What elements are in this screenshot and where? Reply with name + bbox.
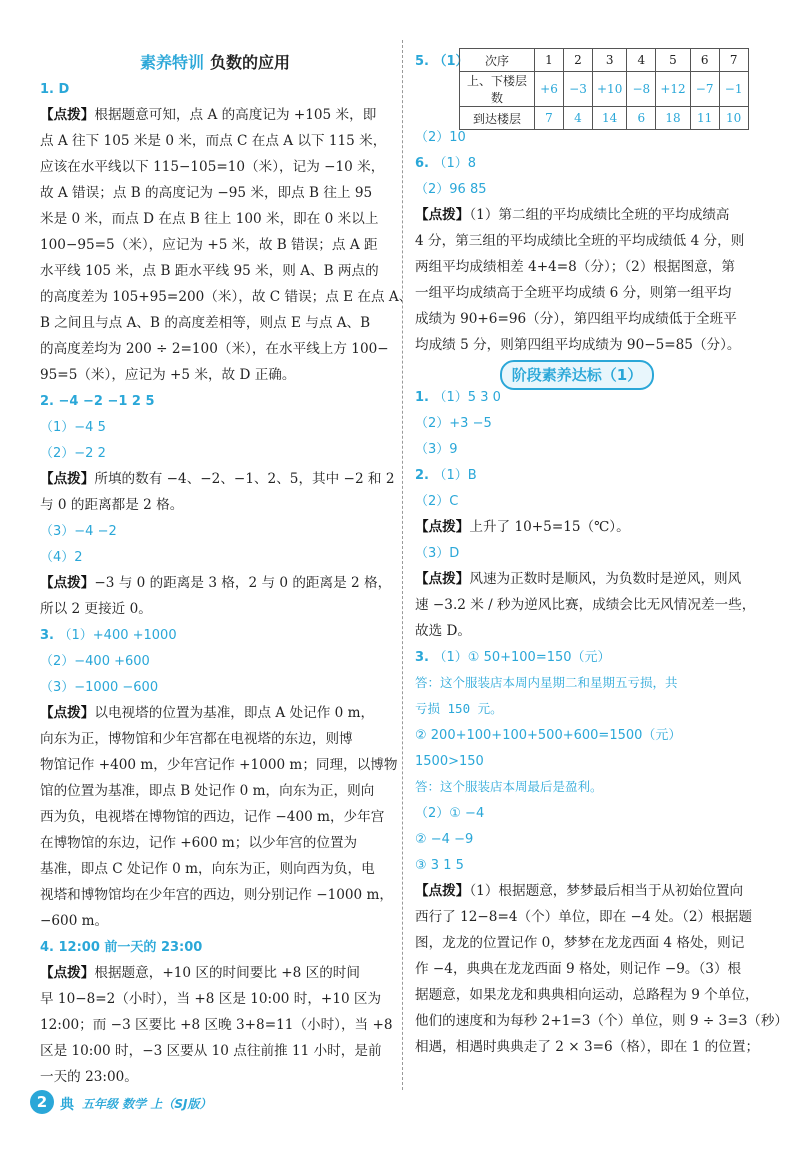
text-line — [415, 280, 731, 306]
text-span: 1500>150 — [415, 754, 484, 769]
text-span: 西为负，电视塔在博物馆的西边，记作 −400 m，少年宫 — [40, 809, 385, 825]
question-number: 1. — [415, 390, 434, 405]
text-line — [415, 566, 741, 592]
text-line — [415, 228, 744, 254]
text-span: 应该在水平线以下 115−105=10（米），记为 −10 米， — [40, 159, 385, 175]
text-line — [415, 488, 458, 515]
text-line — [40, 986, 381, 1012]
text-line — [40, 518, 117, 545]
text-span: 根据题意可知，点 A 的高度记为 +105 米，即 — [94, 107, 377, 123]
text-line — [415, 852, 464, 879]
hint-label: 【点拨】 — [415, 883, 470, 899]
text-line — [415, 1008, 788, 1034]
text-span: 水平线 105 米，点 B 距水平线 95 米，则 A、B 两点的 — [40, 263, 379, 279]
text-span: 速 −3.2 米 / 秒为逆风比赛，成绩会比无风情况差一些， — [415, 597, 756, 613]
text-line — [40, 570, 391, 596]
text-line — [415, 306, 737, 332]
text-line — [415, 982, 759, 1008]
table-cell: 6 — [627, 107, 656, 130]
text-span: 图，龙龙的位置记作 0，梦梦在龙龙西面 4 格处，则记 — [415, 935, 745, 951]
text-line — [40, 934, 202, 961]
section-title-tag: 素养特训 — [140, 53, 205, 72]
table-header-cell: 4 — [627, 49, 656, 72]
text-span: 视塔和博物馆均在少年宫的西边，则分别记作 −1000 m， — [40, 887, 393, 903]
table-header-cell: 1 — [535, 49, 564, 72]
text-line — [40, 752, 397, 778]
table-cell: −8 — [627, 72, 656, 107]
question-number: 4. 12:00 前一天的 23:00 — [40, 940, 203, 955]
text-line — [415, 956, 741, 982]
text-line — [40, 128, 386, 154]
text-span: 西行了 12−8=4（个）单位，即在 −4 处。（2）根据题 — [415, 909, 752, 925]
text-span: （3）−1000 −600 — [40, 680, 159, 695]
text-line — [415, 436, 458, 463]
text-line — [415, 1034, 759, 1060]
table-row — [460, 49, 749, 72]
text-line — [415, 254, 735, 280]
text-span: 4 分，第三组的平均成绩比全班的平均成绩低 4 分，则 — [415, 233, 745, 249]
table-header-cell: 6 — [690, 49, 719, 72]
text-line — [415, 774, 603, 800]
table-header-cell: 5 — [656, 49, 690, 72]
text-line — [40, 830, 357, 856]
table-cell: 11 — [690, 107, 719, 130]
text-line — [415, 644, 611, 671]
hint-label: 【点拨】 — [40, 107, 95, 123]
text-line — [40, 804, 384, 830]
table-cell: 18 — [656, 107, 690, 130]
text-line — [40, 258, 379, 284]
text-span: （3）D — [415, 546, 460, 561]
text-span: 作 −4，典典在龙龙西面 9 格处，则记作 −9。（3）根 — [415, 961, 742, 977]
floor-table — [459, 48, 749, 130]
text-line — [40, 232, 378, 258]
text-span: 答：这个服装店本周最后是盈利。 — [415, 779, 603, 794]
text-span: 故选 D。 — [415, 623, 472, 639]
table-row — [460, 72, 749, 107]
text-line — [415, 748, 484, 775]
text-line — [40, 206, 378, 232]
text-line — [40, 1038, 382, 1064]
stage-title: 阶段素养达标（1） — [500, 360, 654, 390]
text-line — [40, 336, 389, 362]
text-span: 据题意，如果龙龙和典典相向运动，总路程为 9 个单位， — [415, 987, 759, 1003]
text-line — [40, 544, 83, 571]
text-span: 区是 10:00 时，−3 区要从 10 点往前推 11 小时，是前 — [40, 1043, 382, 1059]
text-line — [415, 176, 487, 203]
text-span: （2）96 85 — [415, 182, 487, 197]
text-span: （2）① −4 — [415, 806, 485, 821]
text-line — [40, 466, 394, 492]
text-span: 物馆记作 +400 m，少年宫记作 +1000 m；同理，以博物 — [40, 757, 398, 773]
text-span: 米是 0 米，而点 D 在点 B 往上 100 米，即在 0 米以上 — [40, 211, 379, 227]
page-number: 2 — [30, 1090, 54, 1114]
table-cell: −1 — [719, 72, 748, 107]
text-line — [415, 384, 501, 411]
text-line — [40, 154, 384, 180]
text-line — [415, 696, 503, 722]
hint-label: 【点拨】 — [415, 207, 470, 223]
text-span: B 之间且与点 A、B 的高度差相等，则点 E 与点 A、B — [40, 315, 371, 331]
book-info: 五年级 数学 上（SJ版） — [82, 1097, 212, 1111]
text-span: 亏损 150 元。 — [415, 701, 503, 716]
text-span: （1）① 50+100=150（元） — [433, 650, 611, 665]
text-span: 相遇，相遇时典典走了 2 × 3=6（格），即在 1 的位置； — [415, 1039, 760, 1055]
text-line — [415, 202, 730, 228]
text-span: 向东为正，博物馆和少年宫都在电视塔的东边，则博 — [40, 731, 353, 747]
text-span: 早 10−8=2（小时），当 +8 区是 10:00 时，+10 区为 — [40, 991, 382, 1007]
text-span: （1）5 3 0 — [433, 390, 501, 405]
text-line — [40, 362, 295, 388]
text-line — [40, 726, 353, 752]
text-span: （1）根据题意，梦梦最后相当于从初始位置向 — [469, 883, 744, 899]
question-number: 6. — [415, 156, 434, 171]
text-span: 上升了 10+5=15（℃）。 — [469, 519, 630, 535]
text-line — [40, 622, 177, 649]
text-span: 在博物馆的东边，记作 +600 m；以少年宫的位置为 — [40, 835, 358, 851]
text-line — [415, 930, 744, 956]
text-span: 所填的数有 −4、−2、−1、2、5，其中 −2 和 2 — [94, 471, 395, 487]
text-span: （1）+400 +1000 — [58, 628, 177, 643]
text-span: （1）第二组的平均成绩比全班的平均成绩高 — [469, 207, 730, 223]
hint-label: 【点拨】 — [40, 965, 95, 981]
text-line — [40, 1012, 393, 1038]
text-span: 馆的位置为基准，即点 B 处记作 0 m，向东为正，则向 — [40, 783, 375, 799]
text-span: 以电视塔的位置为基准，即点 A 处记作 0 m， — [94, 705, 375, 721]
table-row-label: 到达楼层 — [460, 107, 535, 130]
table-cell: 10 — [719, 107, 748, 130]
text-line — [415, 904, 752, 930]
table-cell: −3 — [564, 72, 593, 107]
table-header-cell: 3 — [593, 49, 627, 72]
section-title-main: 负数的应用 — [210, 53, 291, 72]
brand-logo: 典 — [60, 1097, 74, 1113]
text-line — [415, 878, 743, 904]
table-row-label: 上、下楼层数 — [460, 72, 535, 107]
hint-label: 【点拨】 — [415, 519, 470, 535]
text-span: （2）−400 +600 — [40, 654, 150, 669]
table-row — [460, 107, 749, 130]
table-header-cell: 7 — [719, 49, 748, 72]
text-line — [40, 856, 375, 882]
text-line — [40, 102, 376, 128]
text-span: −600 m。 — [40, 913, 109, 929]
text-span: 95=5（米），应记为 +5 米，故 D 正确。 — [40, 367, 296, 383]
text-line — [40, 778, 374, 804]
text-line — [415, 592, 755, 618]
text-line — [415, 332, 741, 358]
hint-label: 【点拨】 — [415, 571, 470, 587]
table-cell: −7 — [690, 72, 719, 107]
text-span: （2）10 — [415, 130, 466, 145]
text-span: 所以 2 更接近 0。 — [40, 601, 152, 617]
section-title — [140, 50, 290, 73]
table-cell: +6 — [535, 72, 564, 107]
question-number: 1. D — [40, 82, 70, 97]
table-cell: +12 — [656, 72, 690, 107]
text-span: （2）−2 2 — [40, 446, 106, 461]
text-line — [40, 1064, 138, 1090]
table-header-cell: 2 — [564, 49, 593, 72]
table-cell: 14 — [593, 107, 627, 130]
text-span: 一组平均成绩高于全班平均成绩 6 分，则第一组平均 — [415, 285, 732, 301]
text-span: 两组平均成绩相差 4+4=8（分）；（2）根据图意，第 — [415, 259, 735, 275]
text-span: 点 A 往下 105 米是 0 米，而点 C 在点 A 以下 115 米， — [40, 133, 387, 149]
text-span: 风速为正数时是顺风，为负数时是逆风，则风 — [469, 571, 742, 587]
text-span: （1）−4 5 — [40, 420, 106, 435]
text-span: 100−95=5（米），应记为 +5 米，故 B 错误；点 A 距 — [40, 237, 378, 253]
text-span: （4）2 — [40, 550, 83, 565]
question-number: 2. −4 −2 −1 2 5 — [40, 394, 155, 409]
text-span: 的高度差为 105+95=200（米），故 C 错误；点 E 在点 A、 — [40, 289, 413, 305]
text-line — [40, 492, 183, 518]
text-span: （2）+3 −5 — [415, 416, 492, 431]
text-line — [415, 826, 473, 853]
text-line — [40, 596, 152, 622]
text-span: （1）8 — [433, 156, 477, 171]
hint-label: 【点拨】 — [40, 705, 95, 721]
text-line — [40, 908, 108, 934]
text-span: 均成绩 5 分，则第四组平均成绩为 90−5=85（分）。 — [415, 337, 741, 353]
text-span: 答：这个服装店本周内星期二和星期五亏损，共 — [415, 675, 678, 690]
text-line — [40, 76, 69, 103]
question-number: 3. — [40, 628, 59, 643]
text-span: 一天的 23:00。 — [40, 1069, 138, 1085]
text-line — [40, 284, 412, 310]
text-line — [40, 674, 158, 701]
text-span: ② −4 −9 — [415, 832, 474, 847]
q5-label: 5. （1） — [415, 54, 469, 69]
text-line — [415, 150, 476, 177]
text-line — [415, 462, 477, 489]
text-line — [40, 960, 360, 986]
text-line — [40, 882, 393, 908]
text-line — [40, 648, 150, 675]
text-span: 根据题意，+10 区的时间要比 +8 区的时间 — [94, 965, 360, 981]
text-span: ③ 3 1 5 — [415, 858, 464, 873]
text-span: 的高度差均为 200 ÷ 2=100（米），在水平线上方 100− — [40, 341, 389, 357]
hint-label: 【点拨】 — [40, 471, 95, 487]
text-line — [415, 540, 459, 567]
column-divider — [402, 40, 403, 1090]
text-span: （3）−4 −2 — [40, 524, 117, 539]
text-span: 他们的速度和为每秒 2+1=3（个）单位，则 9 ÷ 3=3（秒） — [415, 1013, 789, 1029]
text-line — [40, 440, 106, 467]
text-line — [40, 414, 106, 441]
text-span: 成绩为 90+6=96（分），第四组平均成绩低于全班平 — [415, 311, 737, 327]
text-span: 与 0 的距离都是 2 格。 — [40, 497, 184, 513]
table-cell: +10 — [593, 72, 627, 107]
text-span: （3）9 — [415, 442, 458, 457]
hint-label: 【点拨】 — [40, 575, 95, 591]
text-line — [415, 410, 492, 437]
table-cell: 7 — [535, 107, 564, 130]
text-line — [40, 180, 372, 206]
text-line — [415, 722, 681, 749]
text-span: 基准，即点 C 处记作 0 m，向东为正，则向西为负，电 — [40, 861, 375, 877]
text-line — [40, 700, 374, 726]
question-number: 3. — [415, 650, 434, 665]
text-line — [415, 124, 466, 151]
text-line — [415, 618, 471, 644]
table-header-cell: 次序 — [460, 49, 535, 72]
text-span: 故 A 错误；点 B 的高度记为 −95 米，即点 B 往上 95 — [40, 185, 373, 201]
text-line — [40, 310, 370, 336]
text-span: （2）C — [415, 494, 459, 509]
text-line — [415, 514, 630, 540]
text-line — [415, 670, 678, 696]
text-line — [40, 388, 155, 415]
text-span: 12:00；而 −3 区要比 +8 区晚 3+8=11（小时），当 +8 — [40, 1017, 393, 1033]
table-cell: 4 — [564, 107, 593, 130]
question-number: 2. — [415, 468, 434, 483]
text-span: （1）B — [433, 468, 477, 483]
text-line — [415, 800, 484, 827]
text-span: −3 与 0 的距离是 3 格，2 与 0 的距离是 2 格， — [94, 575, 392, 591]
text-span: ② 200+100+100+500+600=1500（元） — [415, 728, 682, 743]
